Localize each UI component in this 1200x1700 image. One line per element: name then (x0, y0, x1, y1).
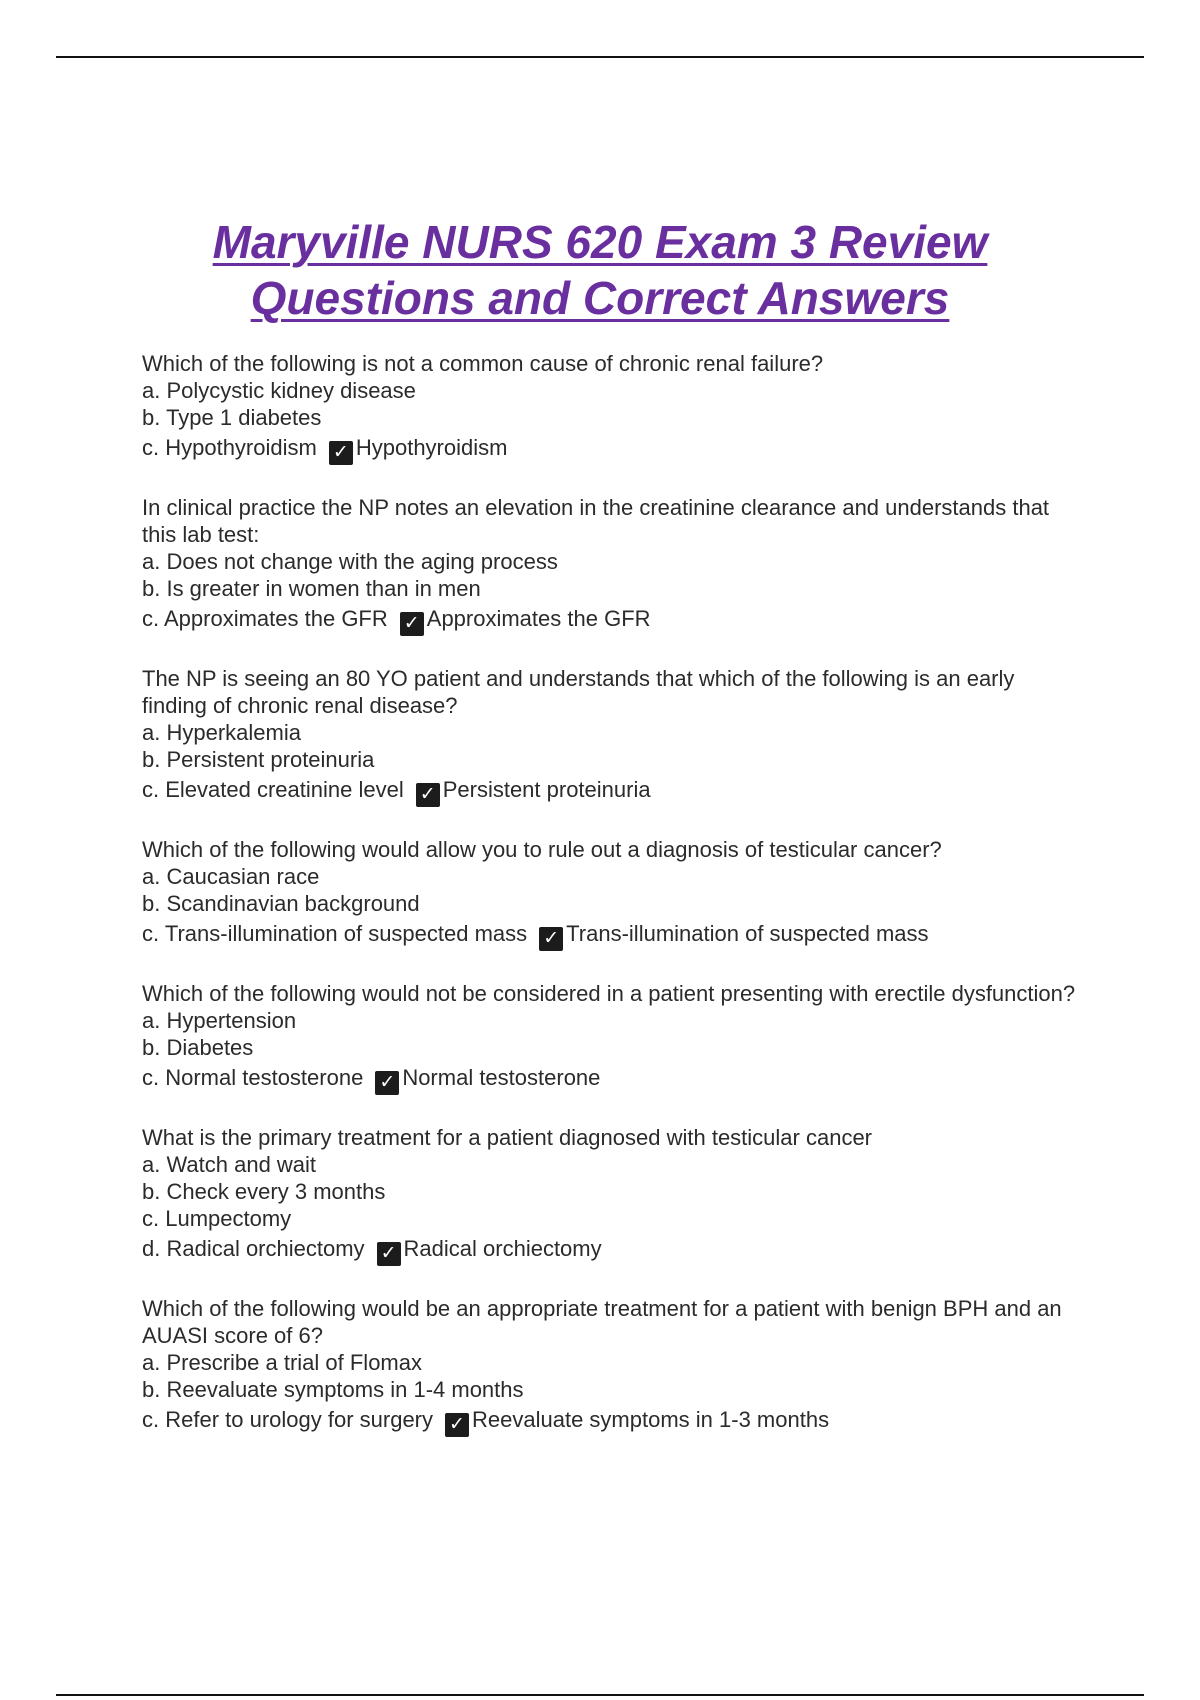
answer-line (142, 434, 1082, 465)
question-7 (142, 1295, 1082, 1437)
option-a: a. Polycystic kidney disease (142, 378, 416, 403)
option-b: b. Reevaluate symptoms in 1-4 months (142, 1377, 524, 1402)
answer-line (142, 605, 1082, 636)
question-list (142, 350, 1082, 1466)
option-c: c. Approximates the GFR (142, 606, 388, 631)
correct-answer: Reevaluate symptoms in 1-3 months (472, 1407, 830, 1432)
question-stem: What is the primary treatment for a patient diagnosed with testicular cancer (142, 1125, 873, 1150)
correct-answer: Persistent proteinuria (442, 777, 651, 802)
option-b: b. Scandinavian background (142, 891, 420, 916)
title-line-1: Maryville NURS 620 Exam 3 Review (212, 216, 988, 268)
answer-line (142, 776, 1082, 807)
option-a: a. Does not change with the aging process (142, 549, 558, 574)
check-box-icon: ✓ (400, 612, 424, 636)
correct-answer: Hypothyroidism (355, 435, 508, 460)
option-a: a. Hyperkalemia (142, 720, 301, 745)
option-c: c. Lumpectomy (142, 1206, 292, 1231)
option-b: b. Persistent proteinuria (142, 747, 375, 772)
question-5 (142, 980, 1082, 1095)
check-box-icon: ✓ (329, 441, 353, 465)
check-box-icon: ✓ (416, 783, 440, 807)
correct-answer: Approximates the GFR (426, 606, 651, 631)
question-stem: The NP is seeing an 80 YO patient and understands that which of the following is an early finding of chronic renal disease? (142, 666, 1015, 718)
option-a: a. Watch and wait (142, 1152, 317, 1177)
top-rule (56, 56, 1144, 58)
option-b: b. Diabetes (142, 1035, 254, 1060)
question-stem: In clinical practice the NP notes an elevation in the creatinine clearance and understands that this lab test: (142, 495, 1050, 547)
correct-answer: Normal testosterone (402, 1065, 601, 1090)
correct-answer: Trans-illumination of suspected mass (566, 921, 929, 946)
option-c: c. Elevated creatinine level (142, 777, 404, 802)
question-stem: Which of the following would allow you to rule out a diagnosis of testicular cancer? (142, 837, 942, 862)
answer-line (142, 1235, 1082, 1266)
check-box-icon: ✓ (377, 1242, 401, 1266)
answer-line (142, 1406, 1082, 1437)
answer-line (142, 1064, 1082, 1095)
option-a: a. Prescribe a trial of Flomax (142, 1350, 422, 1375)
bottom-rule (56, 1694, 1144, 1696)
option-b: b. Type 1 diabetes (142, 405, 322, 430)
option-b: b. Check every 3 months (142, 1179, 386, 1204)
question-6 (142, 1124, 1082, 1266)
question-4 (142, 836, 1082, 951)
document-title (0, 214, 1200, 326)
answer-line (142, 920, 1082, 951)
check-box-icon: ✓ (445, 1413, 469, 1437)
option-c: c. Refer to urology for surgery (142, 1407, 434, 1432)
correct-answer: Radical orchiectomy (403, 1236, 602, 1261)
question-stem: Which of the following would not be considered in a patient presenting with erectile dysfunction? (142, 981, 1076, 1006)
option-c: c. Trans-illumination of suspected mass (142, 921, 528, 946)
option-b: b. Is greater in women than in men (142, 576, 481, 601)
question-1 (142, 350, 1082, 465)
question-stem: Which of the following is not a common cause of chronic renal failure? (142, 351, 824, 376)
option-d: d. Radical orchiectomy (142, 1236, 365, 1261)
option-a: a. Caucasian race (142, 864, 320, 889)
question-2 (142, 494, 1082, 636)
option-c: c. Normal testosterone (142, 1065, 364, 1090)
option-c: c. Hypothyroidism (142, 435, 317, 460)
question-stem: Which of the following would be an appropriate treatment for a patient with benign BPH and an AUASI score of 6? (142, 1296, 1062, 1348)
check-box-icon: ✓ (539, 927, 563, 951)
question-3 (142, 665, 1082, 807)
check-box-icon: ✓ (375, 1071, 399, 1095)
option-a: a. Hypertension (142, 1008, 297, 1033)
title-line-2: Questions and Correct Answers (250, 272, 950, 324)
